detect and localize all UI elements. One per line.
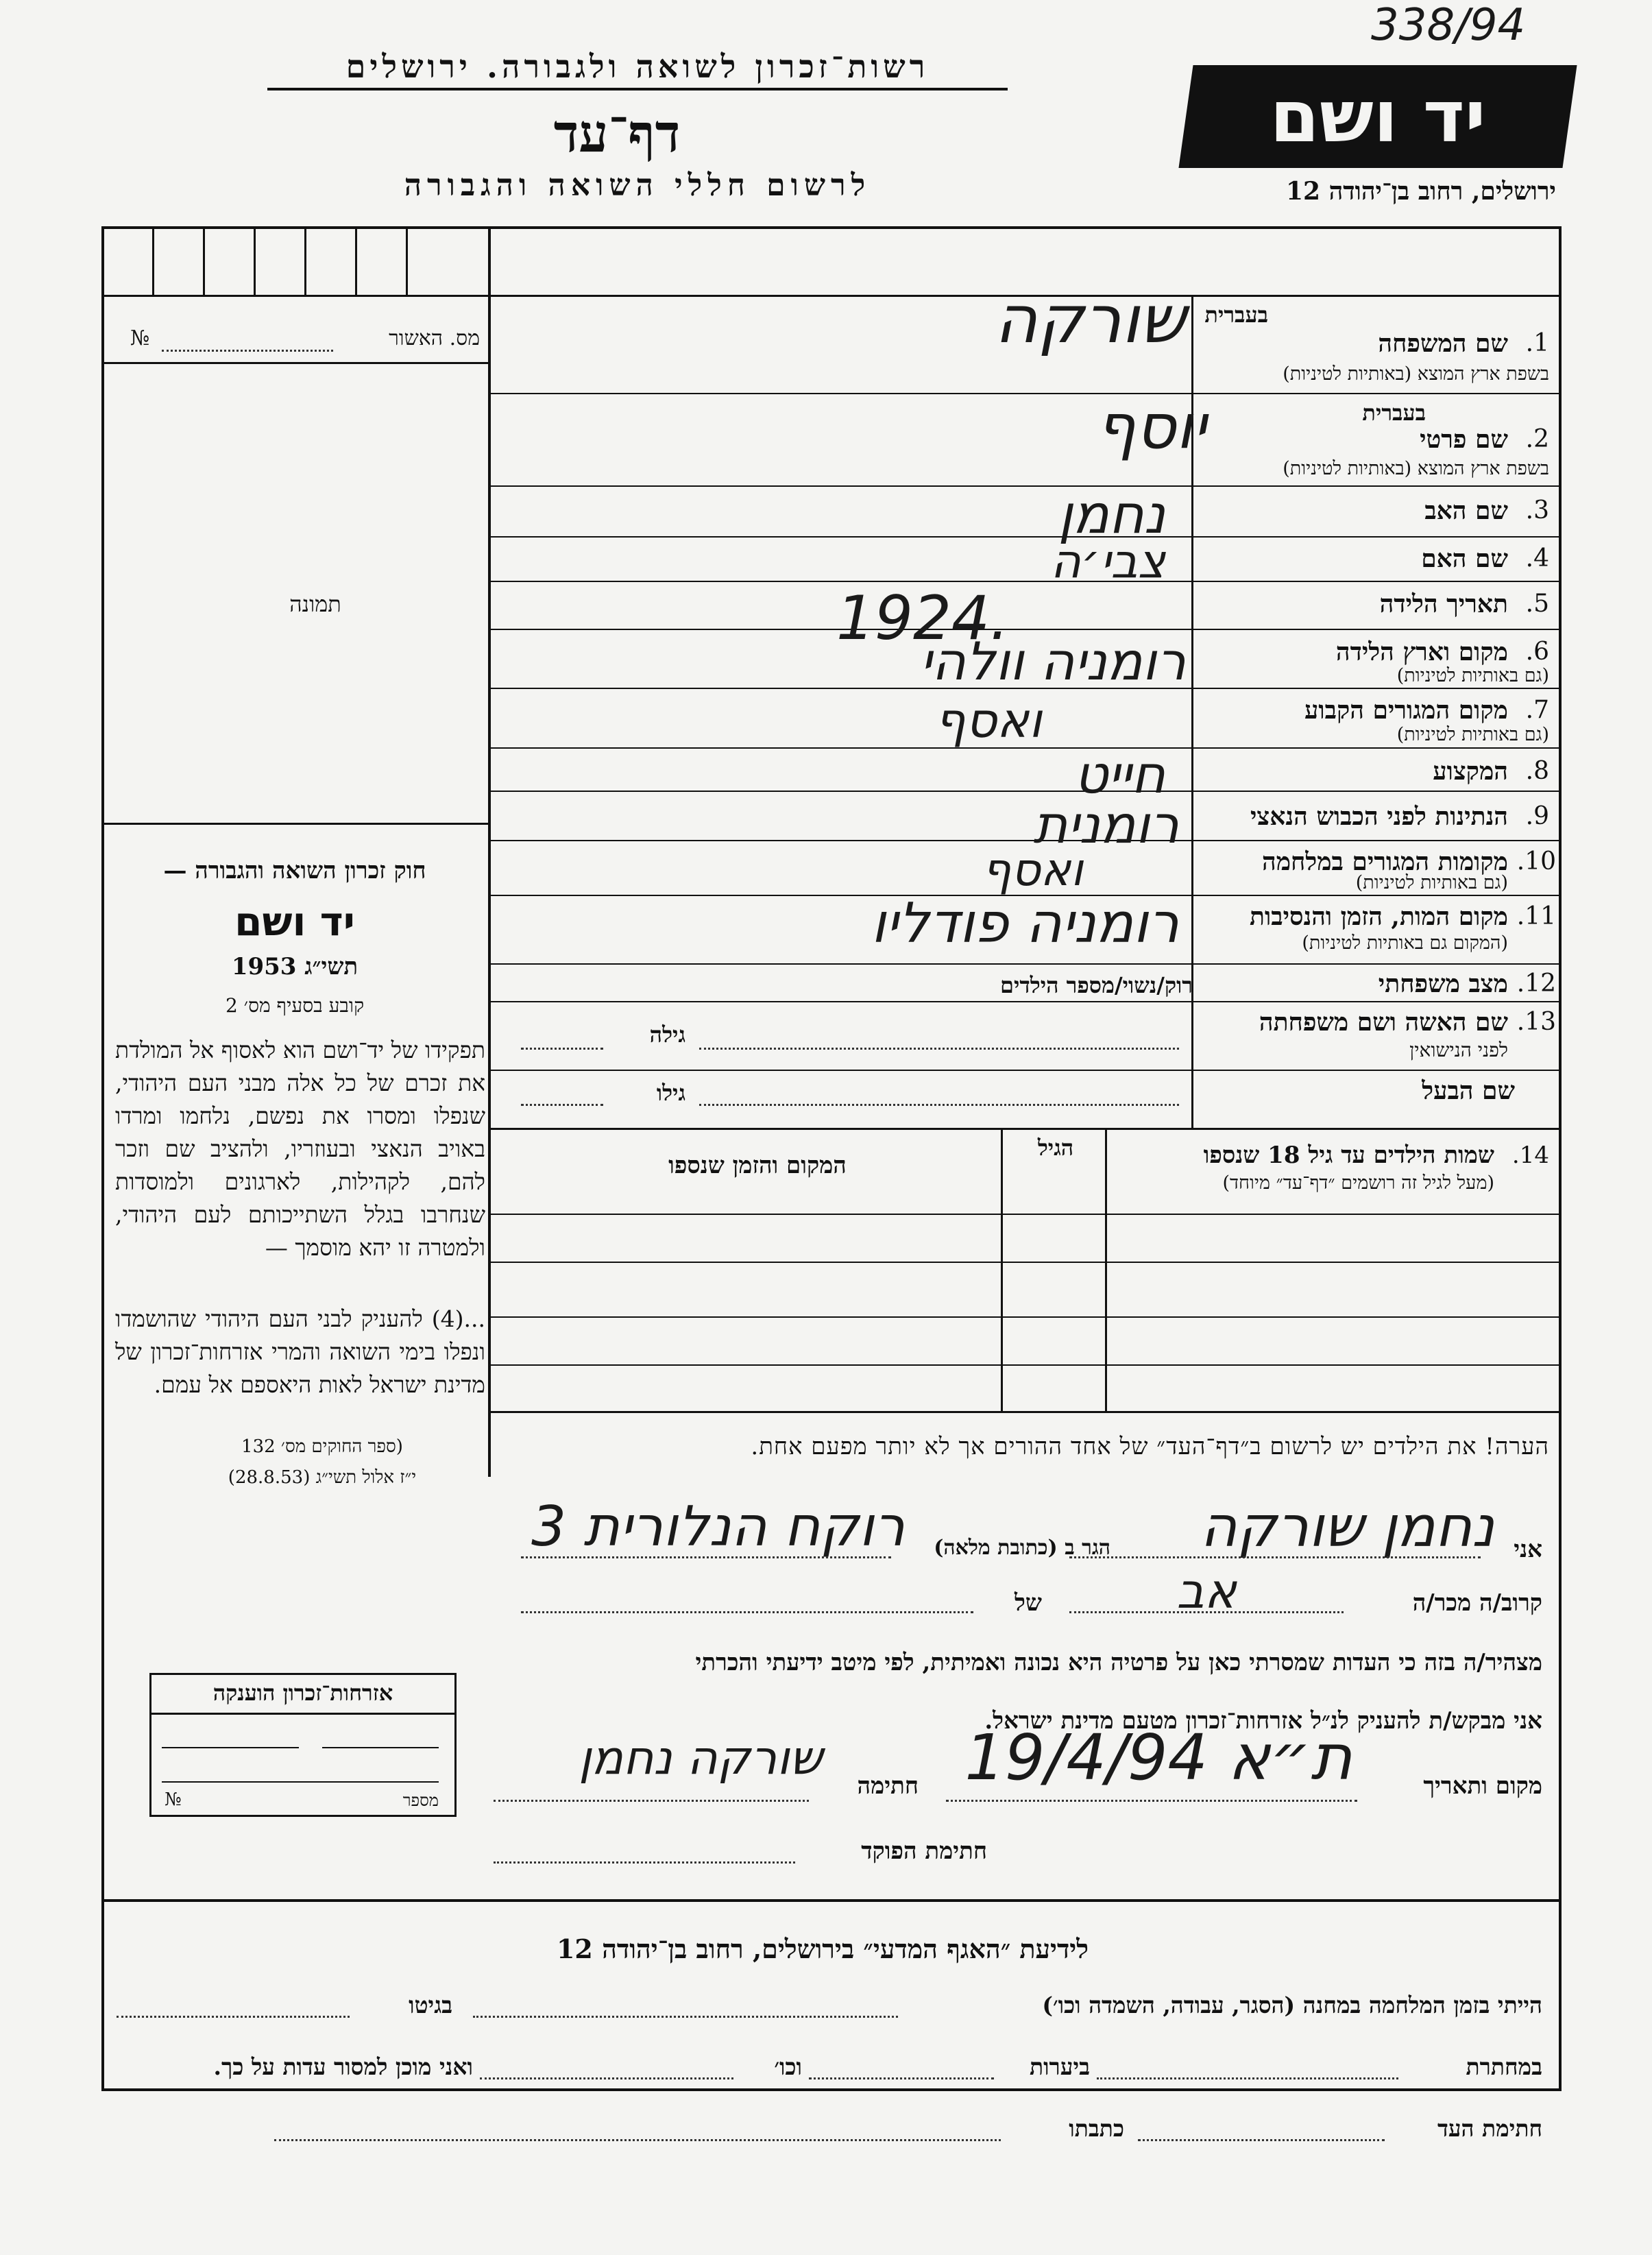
field-2-sublabel: בשפת ארץ המוצא (באותיות לטיניות) [1283,458,1549,479]
authority-name: רשות־זכרון לשואה ולגבורה. ירושלים [345,48,930,85]
place-date-value[interactable]: ת״א 19/4/94 [964,1721,1352,1794]
field-3-num: 3. [1525,496,1549,524]
footer-line1-end: בגיטו [409,1992,452,2018]
footer-line2-c: וכו׳ [774,2053,802,2080]
footer-line2-a: במחתרת [1466,2053,1542,2080]
i-label: אני [1514,1536,1542,1563]
citizenship-box-title: אזרחות־זכרון הוענקה [212,1680,393,1706]
signature-label: חתימה [857,1772,919,1800]
footer-line2-d: ואני מוכן למסור עדות על כך. [213,2053,473,2080]
place-date-label: מקום ותאריך [1423,1772,1542,1800]
field-2-value[interactable]: יוסף [1096,391,1206,463]
field-13-label: שם האשה ושם משפחתה [1259,1008,1508,1037]
relative-label: קרוב/ה מכר/ה [1412,1589,1542,1617]
field-3-value[interactable]: נחמן [1058,484,1165,546]
footer-title: לידיעת ״האגף המדעי״ בירושלים, רחוב בן־יהודה 12 [556,1933,1089,1964]
field-4-value[interactable]: צבי׳ה [1050,535,1165,589]
of-label: של [1015,1589,1042,1617]
field-10-value[interactable]: ואסף [982,843,1083,896]
form-subtitle: לרשום חללי השואה והגבורה [404,168,871,203]
field-9-num: 9. [1525,802,1549,830]
law-text-4: ...(4) להעניק לבני העם היהודי שהושמדו ונפלו בימי השואה והמרי אזרחות־זכרון של מדינת ישראל לאות היאספם אל עמם. [115,1305,485,1398]
field-5-label: תאריך הלידה [1379,590,1508,618]
field-8-label: המקצוע [1433,757,1508,786]
field-11-sublabel: (המקום גם באותיות לטיניות) [1302,932,1508,954]
husband-age-label: גילו [656,1080,685,1106]
field-7-sublabel: (גם באותיות לטיניות) [1396,724,1549,745]
field-13-sublabel: לפני הנישואין [1409,1039,1508,1061]
field-7-value[interactable]: ואסף [934,692,1042,749]
field-1-num: 1. [1525,329,1549,357]
resident-label: הגר ב (כתובת מלאה) [934,1536,1110,1560]
field-2-label: שם פרטי [1420,425,1508,454]
citizenship-no-sign: № [165,1789,182,1810]
field-3-label: שם האב [1424,496,1508,525]
field-2-lang: בעברית [1362,400,1426,426]
field-1-sublabel: בשפת ארץ המוצא (באותיות לטיניות) [1283,363,1549,385]
field-8-value[interactable]: חייט [1074,744,1165,805]
field-10-label: מקומות המגורים במלחמה [1262,847,1508,876]
field-1-label: שם המשפחה [1378,329,1508,358]
footer-line3-b: כתבתו [1069,2115,1124,2142]
field-2-num: 2. [1525,425,1549,453]
field-9-value[interactable]: רומנית [1033,794,1179,855]
form-title: דף־עד [553,103,681,164]
children-num: 14. [1511,1142,1549,1169]
field-12-label: מצב משפחתי [1378,969,1508,998]
field-11-num: 11. [1516,902,1556,930]
field-4-label: שם האם [1421,544,1508,573]
field-11-value[interactable]: רומניה פודליו [871,891,1179,955]
footer-line2-b: ביערות [1029,2053,1090,2080]
approval-no-sign: № [130,326,150,350]
law-heading: חוק זכרון השואה והגבורה — [163,857,426,884]
request: אני מבקש/ת להעניק לנ״ל אזרחות־זכרון מטעם מדינת ישראל. [984,1707,1542,1735]
law-date: י״ז אלול תשי״ג (28.8.53) [228,1467,417,1488]
law-year: תשי״ג 1953 [231,953,359,980]
field-7-label: מקום המגורים הקבוע [1304,696,1508,725]
wife-age-label: גילה [649,1022,685,1048]
authority-underline [267,88,1008,91]
relative-value[interactable]: אב [1176,1563,1237,1619]
husband-label: שם הבעל [1422,1076,1515,1105]
field-12-options: רוק/נשוי/מספר הילדים [1000,972,1193,998]
note-text: הערה! את הילדים יש לרשום ב״דף־העד״ של אחד ההורים אך לא יותר מפעם אחת. [751,1433,1549,1460]
field-6-sublabel: (גם באותיות לטיניות) [1396,665,1549,686]
field-13-num: 13. [1516,1008,1556,1036]
field-6-label: מקום וארץ הלידה [1335,638,1508,666]
law-source: (ספר החוקים מס׳ 132 [241,1436,403,1457]
approval-no-label: מס. האשור [389,326,480,350]
photo-label: תמונה [289,591,341,617]
field-4-num: 4. [1525,544,1549,572]
field-5-num: 5. [1525,590,1549,618]
i-value[interactable]: נחמן שורקה [1200,1495,1494,1560]
children-place-header: המקום והזמן שנספו [668,1152,847,1179]
statement: מצהיר/ה בזה כי העדות שמסרתי כאן על פרטיה היא נכונה ואמיתית, לפי מיטב ידיעתי והכרתי [695,1649,1542,1676]
logo-text: יד ושם [1270,75,1486,158]
field-1-lang: בעברית [1204,302,1268,328]
children-label: שמות הילדים עד גיל 18 שנספו [1203,1142,1494,1169]
law-name: יד ושם [234,898,355,945]
field-10-sublabel: (גם באותיות לטיניות) [1355,872,1508,893]
citizenship-no-label: מספר [402,1791,439,1810]
law-text: תפקידו של יד־ושם הוא לאסוף אל המולדת את זכרם של כל אלה מבני העם היהודי, שנפלו ומסרו את נפשם, נלחמו ומרדו באויב הנאצי ובעוזריו, ולהציב שם וזכר להם, לקהילות, לארגונים ולמוסדות שנחרבו בגלל השתייכותם לעם היהודי, ולמטרה זו יהא מוסמך — [115,1037,485,1261]
officer-label: חתימת הפוקד [861,1837,987,1865]
field-1-value[interactable]: שורקה [994,281,1186,358]
field-12-num: 12. [1516,969,1556,998]
children-age-header: הגיל [1037,1135,1074,1161]
field-6-value[interactable]: רומניה וולהי [920,631,1186,692]
children-sublabel: (מעל לגיל זה רושמים ״דף־עד״ מיוחד) [1222,1172,1494,1194]
field-8-num: 8. [1525,757,1549,785]
footer-line1-label: הייתי בזמן המלחמה במחנה (הסגר, עבודה, השמדה וכו׳) [1042,1992,1542,2018]
field-7-num: 7. [1525,696,1549,724]
field-9-label: הנתינות לפני הכבוש הנאצי [1250,802,1508,831]
signature-value[interactable]: שורקה נחמן [579,1731,823,1785]
footer-line3-a: חתימת העד [1437,2115,1542,2142]
field-11-label: מקום המות, הזמן והנסיבות [1250,902,1508,931]
field-5-value[interactable]: 1924. [836,583,1009,653]
law-clause: קובע בסעיף מס׳ 2 [225,994,365,1017]
field-6-num: 6. [1525,638,1549,666]
resident-value[interactable]: רוקח הנלורית 3 [531,1495,905,1558]
ref-number: 338/94 [1371,0,1526,51]
address: ירושלים, רחוב בן־יהודה 12 [1285,177,1556,206]
field-10-num: 10. [1516,847,1556,876]
